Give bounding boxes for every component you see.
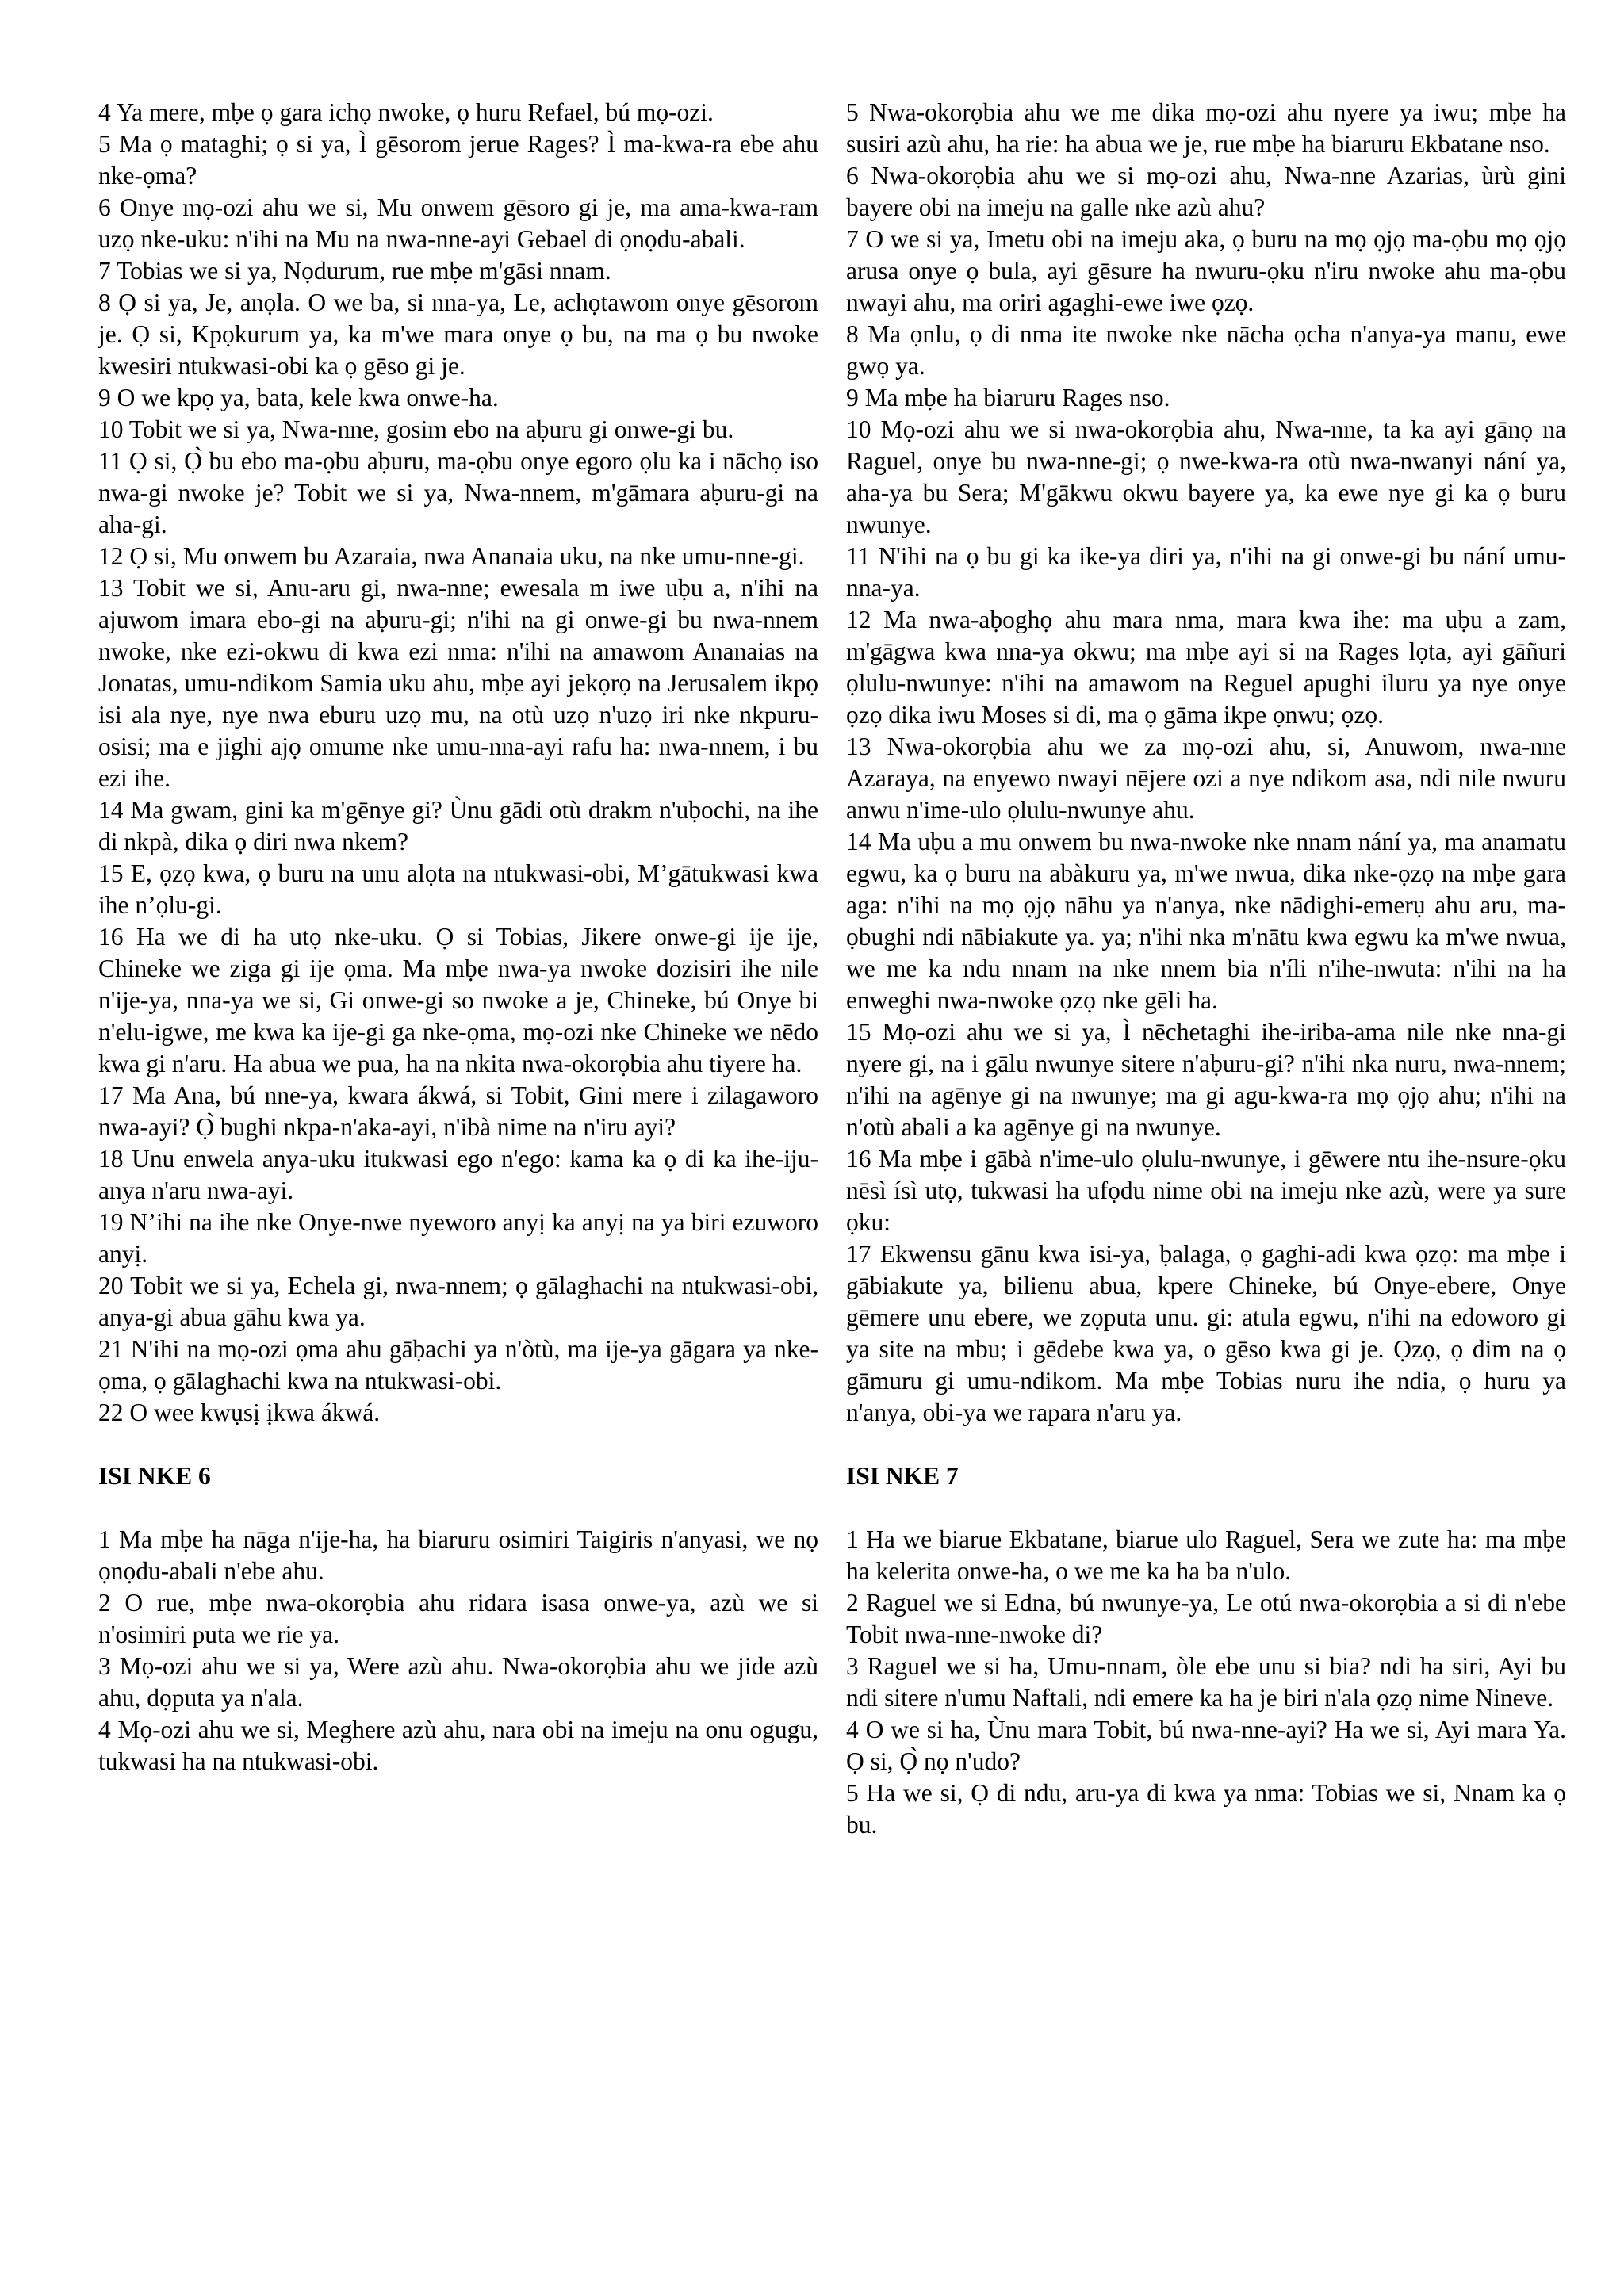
verse: 7 O we si ya, Imetu obi na imeju aka, ọ buru na mọ ọjọ ma-ọbu mọ ọjọ arusa onye ọ bula, ayi gēsure ha nwuru-ọku n'iru nwoke ahu ma-ọbu nwayi ahu, ma oriri agaghi-ewe iwe ọzọ.: [846, 225, 1566, 316]
verse: 6 Onye mọ-ozi ahu we si, Mu onwem gēsoro gi je, ma ama-kwa-ram uzọ nke-uku: n'ihi na Mu na nwa-nne-ayi Gebael di ọnọdu-abali.: [98, 193, 818, 253]
verse: 21 N'ihi na mọ-ozi ọma ahu gāḅachi ya n'òtù, ma ije-ya gāgara ya nke-ọma, ọ gālaghachi kwa na ntukwasi-obi.: [98, 1335, 818, 1395]
verse: 4 Ya mere, mḅe ọ gara ichọ nwoke, ọ huru Refael, bú mọ-ozi.: [98, 98, 714, 126]
verse: 9 O we kpọ ya, bata, kele kwa onwe-ha.: [98, 384, 499, 411]
verse: 18 Unu enwela anya-uku itukwasi ego n'ego: kama ka ọ di ka ihe-iju-anya n'aru nwa-ayi.: [98, 1145, 818, 1204]
verse: 1 Ha we biarue Ekbatane, biarue ulo Raguel, Sera we zute ha: ma mḅe ha kelerita onwe-ha, o we me ka ha ba n'ulo.: [846, 1525, 1566, 1585]
verse: 13 Tobit we si, Anu-aru gi, nwa-nne; ewesala m iwe uḅu a, n'ihi na ajuwom imara ebo-gi na aḅuru-gi; n'ihi na gi onwe-gi bu nwa-nnem nwoke, nke ezi-okwu di kwa ezi nma: n'ihi na amawom Ananaias na Jonatas, umu-ndikom Samia uku ahu, mḅe ayi jekọrọ na Jerusalem ikpọ isi ala nye, nye nwa eburu uzọ mu, na otù uzọ n'uzọ iri nke nkpuru-osisi; ma e jighi ajọ omume nke umu-nna-ayi rafu ha: nwa-nnem, i bu ezi ihe.: [98, 574, 818, 792]
verse: 8 Ma ọnlu, ọ di nma ite nwoke nke nācha ọcha n'anya-ya manu, ewe gwọ ya.: [846, 320, 1566, 380]
verse: 9 Ma mḅe ha biaruru Rages nso.: [846, 384, 1170, 411]
verse: 10 Tobit we si ya, Nwa-nne, gosim ebo na aḅuru gi onwe-gi bu.: [98, 415, 734, 443]
verse: 14 Ma uḅu a mu onwem bu nwa-nwoke nke nnam nání ya, ma anamatu egwu, ka ọ buru na abàkuru ya, m'we nwua, dika nke-ọzọ na mḅe gara aga: n'ihi na mọ ọjọ nāhu ya n'anya, nke nādighi-emerụ ahu aru, ma-ọbughi ndi nābiakute ya. ya; n'ihi nka m'nātu kwa egwu ka m'we nwua, we me ka ndu nnam na nke nnem bia n'íli n'ihe-nwuta: n'ihi na ha enweghi nwa-nwoke ọzọ nke gēli ha.: [846, 828, 1566, 1014]
verse: 16 Ha we di ha utọ nke-uku. Ọ si Tobias, Jikere onwe-gi ije ije, Chineke we ziga gi ije ọma. Ma mḅe nwa-ya nwoke dozisiri ihe nile n'ije-ya, nna-ya we si, Gi onwe-gi so nwoke a je, Chineke, bú Onye bi n'elu-igwe, me kwa ka ije-gi ga nke-ọma, mọ-ozi nke Chineke we nēdo kwa gi n'aru. Ha abua we pua, ha na nkita nwa-okorọbia ahu tiyere ha.: [98, 923, 818, 1077]
verse: 10 Mọ-ozi ahu we si nwa-okorọbia ahu, Nwa-nne, ta ka ayi gānọ na Raguel, onye bu nwa-nne-gi; ọ nwe-kwa-ra otù nwa-nwanyi nání ya, aha-ya bu Sera; M'gākwu okwu bayere ya, ka ewe nye gi ka ọ buru nwunye.: [846, 415, 1566, 538]
chapter-7-verses: [846, 1524, 1566, 1841]
verse: 5 Ma ọ mataghi; ọ si ya, Ì gēsorom jerue Rages? Ì ma-kwa-ra ebe ahu nke-ọma?: [98, 130, 818, 189]
verse: 5 Ha we si, Ọ di ndu, aru-ya di kwa ya nma: Tobias we si, Nnam ka ọ bu.: [846, 1779, 1566, 1839]
verse: 17 Ekwensu gānu kwa isi-ya, ḅalaga, ọ gaghi-adi kwa ọzọ: ma mḅe i gābiakute ya, bilienu abua, kpere Chineke, bú Onye-ebere, Onye gēmere unu ebere, we zọputa unu. gi: atula egwu, n'ihi na edoworo gi ya site na mbu; i gēdebe kwa ya, o gēso kwa gi je. Ọzọ, ọ dim na ọ gāmuru gi umu-ndikom. Ma mḅe Tobias nuru ihe ndia, ọ huru ya n'anya, obi-ya we rapara n'aru ya.: [846, 1240, 1566, 1426]
verse: 3 Raguel we si ha, Umu-nnam, òle ebe unu si bia? ndi ha siri, Ayi bu ndi sitere n'umu Naftali, ndi emere ka ha je biri n'ala ọzọ nime Nineve.: [846, 1652, 1566, 1712]
verse: 8 Ọ si ya, Je, anọla. O we ba, si nna-ya, Le, achọtawom onye gēsorom je. Ọ si, Kpọkurum ya, ka m'we mara onye ọ bu, na ma ọ bu nwoke kwesiri ntukwasi-obi ka ọ gēso gi je.: [98, 289, 818, 380]
verse: 14 Ma gwam, gini ka m'gēnye gi? Ùnu gādi otù drakm n'uḅochi, na ihe di nkpà, dika ọ diri nwa nkem?: [98, 796, 818, 855]
chapter-5-verses: [98, 97, 818, 1429]
verse: 20 Tobit we si ya, Echela gi, nwa-nnem; ọ gālaghachi na ntukwasi-obi, anya-gi abua gāhu kwa ya.: [98, 1272, 818, 1331]
verse: 12 Ọ si, Mu onwem bu Azaraia, nwa Ananaia uku, na nke umu-nne-gi.: [98, 542, 805, 570]
chapter-6-verses: [98, 1524, 818, 1777]
verse: 6 Nwa-okorọbia ahu we si mọ-ozi ahu, Nwa-nne Azarias, ùrù gini bayere obi na imeju na galle nke azù ahu?: [846, 162, 1566, 221]
verse: 1 Ma mḅe ha nāga n'ije-ha, ha biaruru osimiri Taigiris n'anyasi, we nọ ọnọdu-abali n'ebe ahu.: [98, 1525, 818, 1585]
verse: 11 Ọ si, Ọ̀ bu ebo ma-ọbu aḅuru, ma-ọbu onye egoro ọlu ka i nāchọ iso nwa-gi nwoke je? Tobit we si ya, Nwa-nnem, m'gāmara aḅuru-gi na aha-gi.: [98, 447, 818, 538]
verse: 16 Ma mḅe i gābà n'ime-ulo ọlulu-nwunye, i gēwere ntu ihe-nsure-ọku nēsì ísì utọ, tukwasi ha ufọdu nime obi na imeju nke azù, were ya sure ọku:: [846, 1145, 1566, 1236]
verse: 15 Mọ-ozi ahu we si ya, Ì nēchetaghi ihe-iriba-ama nile nke nna-gi nyere gi, na i gālu nwunye sitere n'aḅuru-gi? n'ihi nka nuru, nwa-nnem; n'ihi na agēnye gi na nwunye; ma gi agu-kwa-ra mọ ọjọ ahu; n'ihi na n'otù abali a ka agēnye gi na nwunye.: [846, 1018, 1566, 1141]
verse: 19 N’ihi na ihe nke Onye-nwe nyeworo anyị ka anyị na ya biri ezuworo anyị.: [98, 1208, 818, 1268]
verse: 4 Mọ-ozi ahu we si, Meghere azù ahu, nara obi na imeju na onu ogugu, tukwasi ha na ntukwasi-obi.: [98, 1716, 818, 1775]
verse: 17 Ma Ana, bú nne-ya, kwara ákwá, si Tobit, Gini mere i zilagaworo nwa-ayi? Ọ̀ bughi nkpa-n'aka-ayi, n'ibà nime na n'iru ayi?: [98, 1081, 818, 1141]
verse: 5 Nwa-okorọbia ahu we me dika mọ-ozi ahu nyere ya iwu; mḅe ha susiri azù ahu, ha rie: ha abua we je, rue mḅe ha biaruru Ekbatane nso.: [846, 98, 1566, 158]
verse: 12 Ma nwa-aḅoghọ ahu mara nma, mara kwa ihe: ma uḅu a zam, m'gāgwa kwa nna-ya okwu; ma mḅe ayi si na Rages lọta, ayi gāñuri ọlulu-nwunye: n'ihi na amawom na Reguel apughi iluru ya nye onye ọzọ dika iwu Moses si di, ma ọ gāma ikpe ọnwu; ọzọ.: [846, 606, 1566, 729]
verse: 2 O rue, mḅe nwa-okorọbia ahu ridara isasa onwe-ya, azù we si n'osimiri puta we rie ya.: [98, 1589, 818, 1648]
chapter-heading: ISI NKE 7: [846, 1462, 959, 1490]
verse: 2 Raguel we si Edna, bú nwunye-ya, Le otú nwa-okorọbia a si di n'ebe Tobit nwa-nne-nwoke di?: [846, 1589, 1566, 1648]
left-column: [98, 97, 818, 1777]
verse: 3 Mọ-ozi ahu we si ya, Were azù ahu. Nwa-okorọbia ahu we jide azù ahu, dọputa ya n'ala.: [98, 1652, 818, 1712]
verse: 4 O we si ha, Ùnu mara Tobit, bú nwa-nne-ayi? Ha we si, Ayi mara Ya. Ọ si, Ọ̀ nọ n'udo?: [846, 1716, 1566, 1775]
verse: 15 E, ọzọ kwa, ọ buru na unu alọta na ntukwasi-obi, M’gātukwasi kwa ihe n’ọlu-gi.: [98, 859, 818, 919]
right-column: [846, 97, 1566, 1841]
chapter-6-verses-continued: [846, 97, 1566, 1429]
verse: 22 O wee kwụsị ịkwa ákwá.: [98, 1399, 381, 1426]
verse: 7 Tobias we si ya, Nọdurum, rue mḅe m'gāsi nnam.: [98, 257, 611, 285]
chapter-heading: ISI NKE 6: [98, 1462, 211, 1490]
verse: 13 Nwa-okorọbia ahu we za mọ-ozi ahu, si, Anuwom, nwa-nne Azaraya, na enyewo nwayi nējere ozi a nye ndikom asa, ndi nile nwuru anwu n'ime-ulo ọlulu-nwunye ahu.: [846, 733, 1566, 824]
verse: 11 N'ihi na ọ bu gi ka ike-ya diri ya, n'ihi na gi onwe-gi bu nání umu-nna-ya.: [846, 542, 1566, 602]
